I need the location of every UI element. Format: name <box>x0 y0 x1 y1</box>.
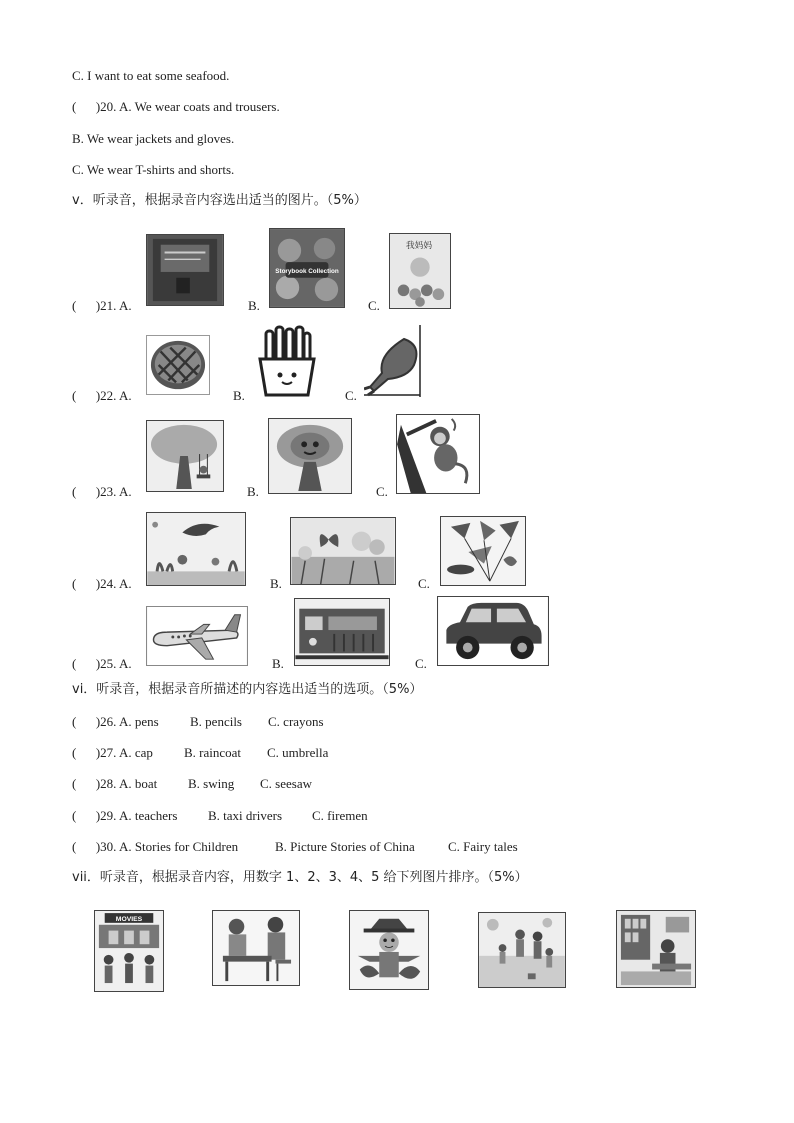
option-c-19: C. I want to eat some seafood. <box>72 68 230 83</box>
sea-dolphin-icon <box>146 512 246 586</box>
section-6-title: vi．听录音，根据录音所描述的内容选出适当的选项。（5%） <box>72 682 423 697</box>
option-c-20: C. We wear T-shirts and shorts. <box>72 162 235 177</box>
option-29-c: C. firemen <box>312 808 368 823</box>
question-20: ( )20. A. We wear coats and trousers. <box>72 99 280 114</box>
option-b-20: B. We wear jackets and gloves. <box>72 131 235 146</box>
question-25: ( )25. A. <box>72 656 132 671</box>
label-22-b: B. <box>233 388 245 403</box>
option-27-c: C. umbrella <box>267 745 329 760</box>
label-21-c: C. <box>368 298 380 313</box>
picture-book-icon <box>389 233 451 309</box>
beach-family-icon <box>478 912 566 988</box>
airplane-icon <box>146 606 248 666</box>
option-28-c: C. seesaw <box>260 776 312 791</box>
fries-icon <box>254 325 320 397</box>
question-26: ( )26. A. pens <box>72 714 159 729</box>
question-29: ( )29. A. teachers <box>72 808 178 823</box>
question-30: ( )30. A. Stories for Children <box>72 839 239 854</box>
section-5-title: v．听录音，根据录音内容选出适当的图片。（5%） <box>72 193 367 208</box>
option-29-b: B. taxi drivers <box>208 808 283 823</box>
option-30-b: B. Picture Stories of China <box>275 839 415 854</box>
question-23: ( )23. A. <box>72 484 132 499</box>
label-23-b: B. <box>247 484 259 499</box>
question-22: ( )22. A. <box>72 388 132 403</box>
question-27: ( )27. A. cap <box>72 745 153 760</box>
label-22-c: C. <box>345 388 357 403</box>
option-28-b: B. swing <box>188 776 235 791</box>
classroom-icon <box>212 910 300 986</box>
section-7-title: vii．听录音，根据录音内容，用数字 1、2、3、4、5 给下列图片排序。（5%） <box>72 870 528 885</box>
butterfly-flowers-icon <box>290 517 396 585</box>
label-23-c: C. <box>376 484 388 499</box>
label-25-b: B. <box>272 656 284 671</box>
monkey-tree-icon <box>396 414 480 494</box>
option-26-c: C. crayons <box>268 714 324 729</box>
book-icon <box>146 234 224 306</box>
movies-sign: MOVIES <box>115 915 143 923</box>
question-24: ( )24. A. <box>72 576 132 591</box>
question-21: ( )21. A. <box>72 298 132 313</box>
storybook-title: Storybook Collection <box>275 267 339 275</box>
cinema-icon <box>94 910 164 992</box>
label-24-c: C. <box>418 576 430 591</box>
cn-book-title: 我妈妈 <box>406 240 433 251</box>
label-21-b: B. <box>248 298 260 313</box>
tree-swing-icon <box>146 420 224 492</box>
car-icon <box>437 596 549 666</box>
scarecrow-icon <box>349 910 429 990</box>
option-26-b: B. pencils <box>190 714 242 729</box>
pie-icon <box>146 335 210 395</box>
label-24-b: B. <box>270 576 282 591</box>
option-27-b: B. raincoat <box>184 745 242 760</box>
train-icon <box>294 598 390 666</box>
tree-face-icon <box>268 418 352 494</box>
kites-icon <box>440 516 526 586</box>
chicken-leg-icon <box>364 325 426 397</box>
room-icon <box>616 910 696 988</box>
storybook-icon <box>269 228 345 308</box>
option-30-c: C. Fairy tales <box>448 839 518 854</box>
question-28: ( )28. A. boat <box>72 776 158 791</box>
label-25-c: C. <box>415 656 427 671</box>
